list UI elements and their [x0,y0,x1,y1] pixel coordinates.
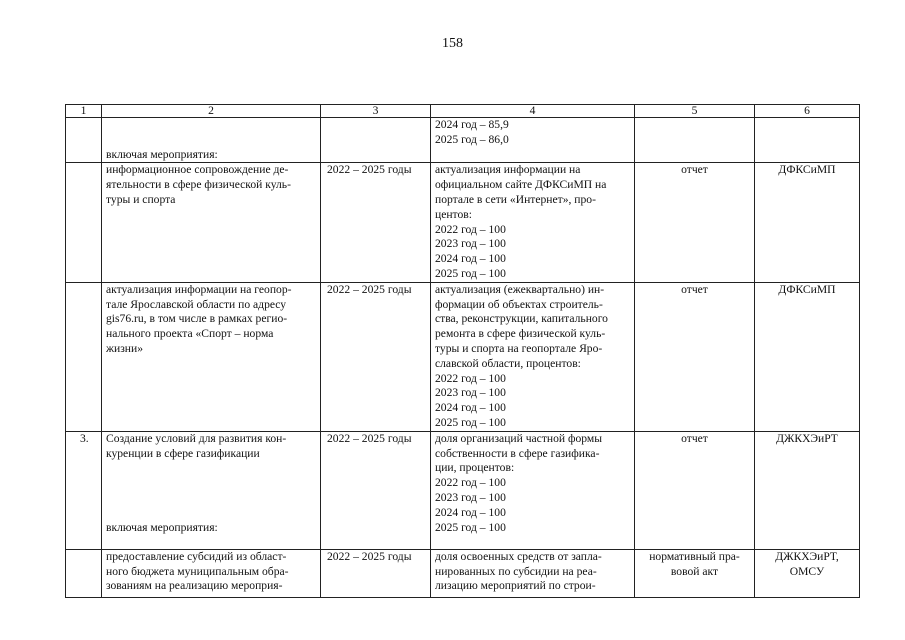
cell-c3 [321,282,431,431]
cell-line [80,118,97,133]
table-header-row [66,105,860,118]
cell-line [106,118,316,133]
cell-c5 [635,549,755,597]
cell-c3 [321,163,431,282]
cell-line: вовой акт [670,564,719,578]
cell-c2 [102,549,321,597]
cell-line: формации об объектах строитель- [435,297,603,311]
cell-c1 [66,549,102,597]
cell-line: 2025 год – 100 [435,520,506,534]
cell-line: 2025 год – 100 [435,415,506,429]
header-cell: 6 [755,105,860,118]
cell-c4 [431,118,635,163]
table-row [66,549,860,597]
cell-line: 2022 – 2025 годы [327,282,412,296]
cell-c1 [66,282,102,431]
cell-c6 [755,163,860,282]
cell-line: 2025 год – 100 [435,266,506,280]
cell-line: доля освоенных средств от запла- [435,549,602,563]
cell-line: 2022 – 2025 годы [327,549,412,563]
cell-line: ДФКСиМП [778,163,836,177]
cell-line: 2023 год – 100 [435,237,506,251]
cell-line: gis76.ru, в том числе в рамках регио- [106,312,288,326]
cell-line: отчет [681,163,708,177]
header-cell: 3 [321,105,431,118]
header-cell: 4 [431,105,635,118]
cell-c3 [321,431,431,549]
cell-line: актуализация информации на геопор- [106,282,292,296]
cell-line: собственности в сфере газифика- [435,446,600,460]
cell-line: 2022 год – 100 [435,222,506,236]
cell-line: доля организаций частной формы [435,431,603,445]
cell-line: 2024 год – 100 [435,252,506,266]
cell-c2 [102,431,321,549]
cell-line: ного бюджета муниципальным обра- [106,564,289,578]
cell-c4 [431,431,635,549]
cell-c2 [102,118,321,163]
cell-line: жизни» [106,341,144,355]
cell-line: 2024 год – 85,9 [435,118,509,131]
cell-c6 [755,431,860,549]
cell-c3 [321,118,431,163]
cell-line: 2022 – 2025 годы [327,163,412,177]
cell-line: нального проекта «Спорт – норма [106,327,274,341]
cell-c2 [102,163,321,282]
cell-line: нированных по субсидии на реа- [435,564,597,578]
table-row [66,282,860,431]
cell-c3 [321,549,431,597]
cell-line: портале в сети «Интернет», про- [435,192,596,206]
cell-line: официальном сайте ДФКСиМП на [435,178,607,192]
table-row [66,431,860,549]
cell-c5 [635,163,755,282]
cell-c4 [431,163,635,282]
cell-line: включая мероприятия: [106,520,218,534]
cell-line: тале Ярославской области по адресу [106,297,287,311]
cell-line: ОМСУ [789,564,825,578]
cell-c4 [431,282,635,431]
cell-line: информационное сопровождение де- [106,163,289,177]
header-cell: 5 [635,105,755,118]
cell-c4 [431,549,635,597]
cell-line: отчет [681,282,708,296]
cell-line: 2022 – 2025 годы [327,431,412,445]
cell-line [327,118,426,133]
cell-line: нормативный пра- [649,549,740,563]
cell-line: актуализация (ежеквартально) ин- [435,282,605,296]
cell-line: 2025 год – 86,0 [435,132,509,146]
cell-line: предоставление субсидий из област- [106,549,287,563]
cell-c6 [755,282,860,431]
cell-line [80,550,97,565]
cell-line: славской области, процентов: [435,356,581,370]
cell-c6 [755,118,860,163]
document-table [65,104,860,598]
cell-line: ДФКСиМП [778,282,836,296]
header-cell: 2 [102,105,321,118]
cell-line [106,506,316,521]
cell-line: лизацию мероприятий по строи- [435,579,596,593]
cell-line: актуализация информации на [435,163,581,177]
cell-line: Создание условий для развития кон- [106,431,287,445]
cell-c6 [755,549,860,597]
cell-line [80,163,97,178]
cell-line: туры и спорта на геопортале Яро- [435,341,603,355]
cell-line [80,283,97,298]
cell-line: 2023 год – 100 [435,386,506,400]
cell-line [106,476,316,491]
header-cell: 1 [66,105,102,118]
cell-line: 2022 год – 100 [435,371,506,385]
cell-line: 2023 год – 100 [435,490,506,504]
table-row [66,118,860,163]
cell-line: зованиям на реализацию мероприя- [106,579,283,593]
cell-c5 [635,431,755,549]
cell-c1 [66,118,102,163]
cell-c1 [66,431,102,549]
cell-c5 [635,282,755,431]
cell-line: центов: [435,207,472,221]
cell-line: включая мероприятия: [106,147,218,161]
cell-line: 3. [80,431,89,445]
cell-line: ятельности в сфере физической куль- [106,178,291,192]
cell-c2 [102,282,321,431]
cell-line: ции, процентов: [435,461,515,475]
cell-line [106,133,316,148]
cell-line: 2024 год – 100 [435,505,506,519]
cell-line: ства, реконструкции, капитального [435,312,608,326]
cell-line: ДЖКХЭиРТ, [775,549,839,563]
cell-line: ремонта в сфере физической куль- [435,327,606,341]
cell-line [106,491,316,506]
page-number: 158 [442,36,463,51]
cell-line: отчет [681,431,708,445]
cell-line: ДЖКХЭиРТ [776,431,838,445]
cell-line [106,461,316,476]
cell-line: туры и спорта [106,192,176,206]
table-row [66,163,860,282]
cell-c5 [635,118,755,163]
cell-c1 [66,163,102,282]
cell-line: 2024 год – 100 [435,401,506,415]
cell-line: 2022 год – 100 [435,476,506,490]
cell-line: куренции в сфере газификации [106,446,260,460]
